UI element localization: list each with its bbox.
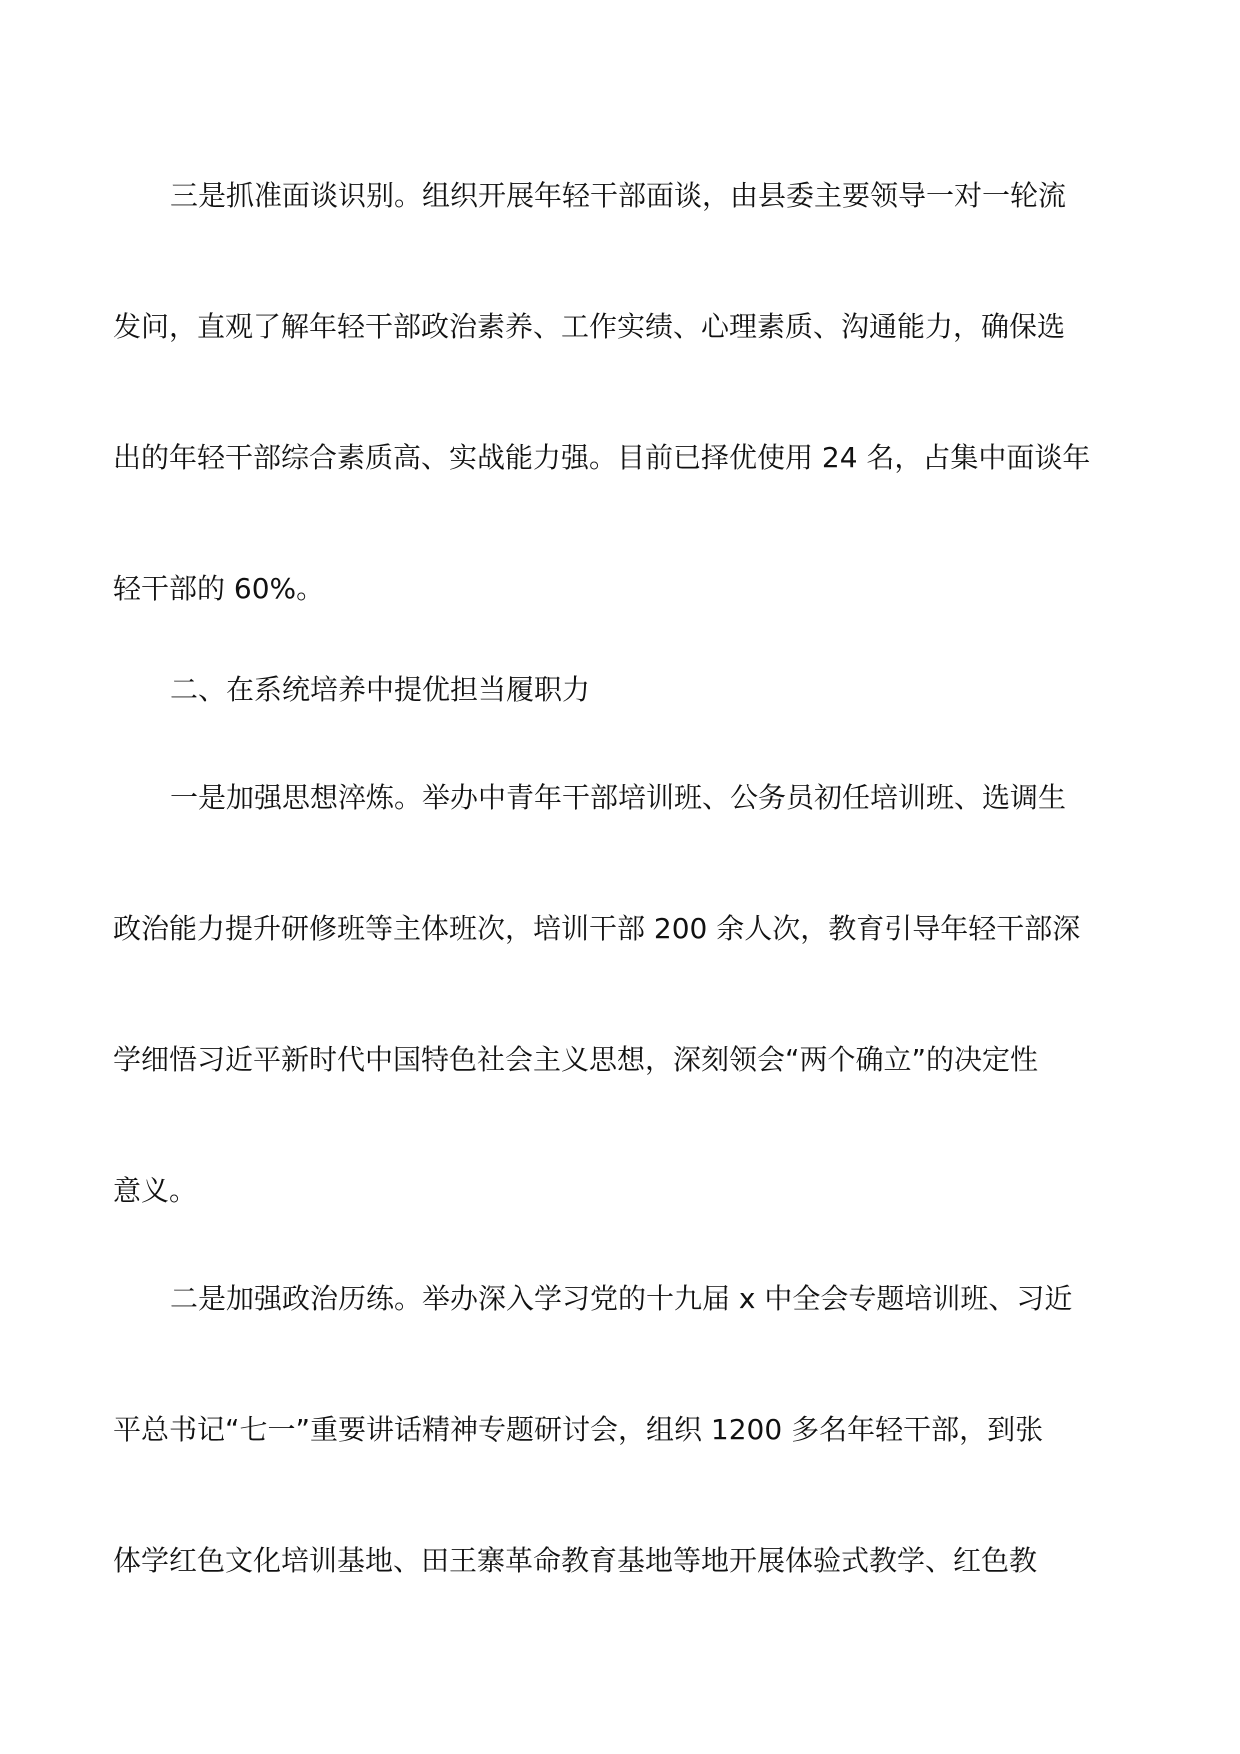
paragraph-line: 出的年轻干部综合素质高、实战能力强。目前已择优使用 24 名，占集中面谈年 bbox=[113, 441, 1091, 474]
paragraph-line: 政治能力提升研修班等主体班次，培训干部 200 余人次，教育引导年轻干部深 bbox=[113, 912, 1081, 945]
paragraph-line: 体学红色文化培训基地、田王寨革命教育基地等地开展体验式教学、红色教 bbox=[113, 1544, 1038, 1577]
paragraph-line: 意义。 bbox=[113, 1174, 198, 1207]
paragraph-line: 学细悟习近平新时代中国特色社会主义思想，深刻领会“两个确立”的决定性 bbox=[113, 1043, 1039, 1076]
paragraph-line: 一是加强思想淬炼。举办中青年干部培训班、公务员初任培训班、选调生 bbox=[170, 781, 1067, 814]
paragraph-line: 轻干部的 60%。 bbox=[113, 572, 325, 605]
paragraph-line: 发问，直观了解年轻干部政治素养、工作实绩、心理素质、沟通能力，确保选 bbox=[113, 310, 1066, 343]
paragraph-line: 三是抓准面谈识别。组织开展年轻干部面谈，由县委主要领导一对一轮流 bbox=[170, 179, 1067, 212]
paragraph-line: 二是加强政治历练。举办深入学习党的十九届 x 中全会专题培训班、习近 bbox=[170, 1282, 1073, 1315]
paragraph-line: 平总书记“七一”重要讲话精神专题研讨会，组织 1200 多名年轻干部，到张 bbox=[113, 1413, 1044, 1446]
section-heading: 二、在系统培养中提优担当履职力 bbox=[170, 673, 591, 706]
